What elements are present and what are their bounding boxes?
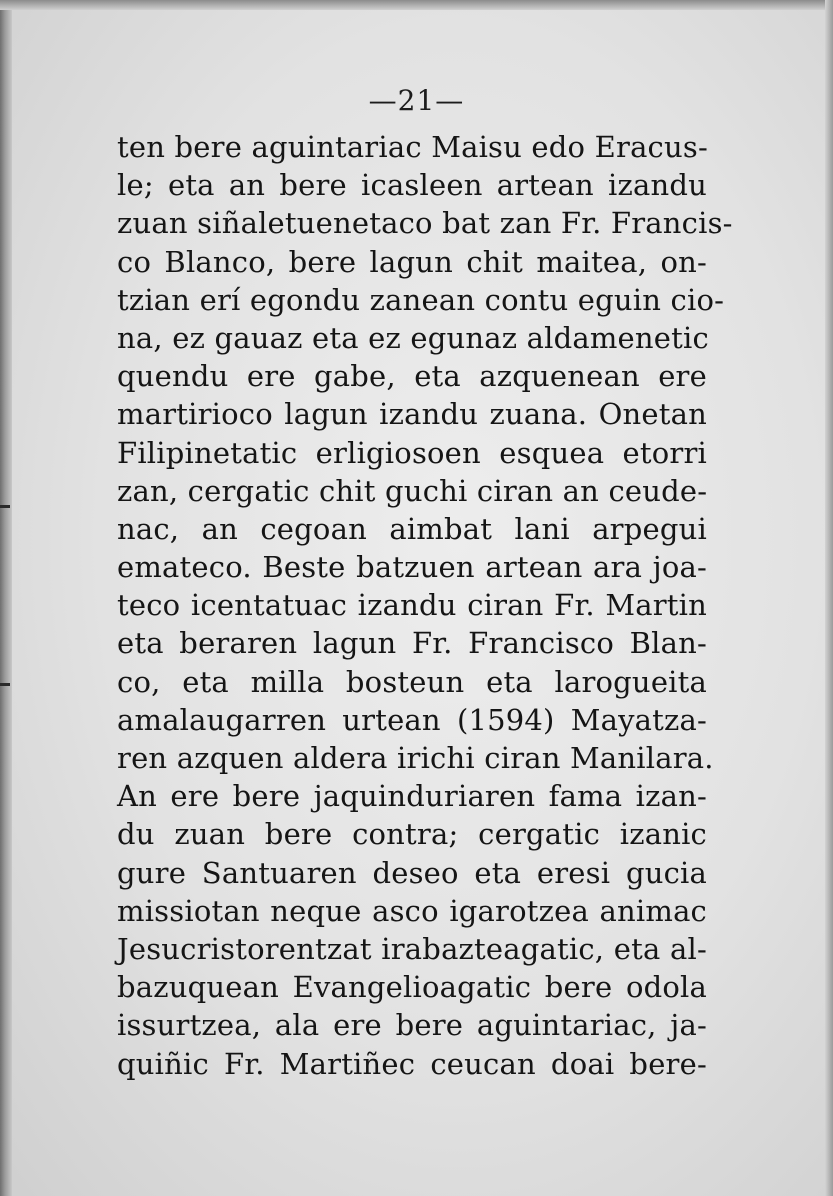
text-line: co Blanco, bere lagun chit maitea, on- [117,244,707,279]
page-number: —21— [368,84,465,117]
text-line: issurtzea, ala ere bere aguintariac, ja- [117,1008,707,1043]
text-line: teco icentatuac izandu ciran Fr. Martin [117,588,707,623]
text-line: missiotan neque asco igarotzea animac [117,893,707,928]
text-line: An ere bere jaquinduriaren fama izan- [117,779,707,814]
text-line: bazuquean Evangelioagatic bere odola [117,970,707,1005]
text-line: zan, cergatic chit guchi ciran an ceude- [117,473,708,508]
text-line: le; eta an bere icasleen artean izandu [117,168,707,203]
text-line: eta beraren lagun Fr. Francisco Blan- [117,626,707,661]
page-top-edge-shadow [0,0,833,10]
text-line: Jesucristorentzat irabazteagatic, eta al- [117,931,707,966]
text-line: Filipinetatic erligiosoen esquea etorri [117,435,707,470]
body-text [117,128,733,1083]
page-right-edge-shadow [825,0,833,1196]
text-line: martirioco lagun izandu zuana. Onetan [117,397,707,432]
text-line: amalaugarren urtean (1594) Mayatza- [117,702,707,737]
text-line: co, eta milla bosteun eta larogueita [117,664,707,699]
text-line: emateco. Beste batzuen artean ara joa- [117,550,707,585]
text-line: tzian erí egondu zanean contu eguin cio- [117,282,725,317]
text-line: ren azquen aldera irichi ciran Manilara. [117,741,714,775]
text-line: du zuan bere contra; cergatic izanic [117,817,707,852]
text-line: zuan siñaletuenetaco bat zan Fr. Francis- [117,206,733,241]
text-line: quendu ere gabe, eta azquenean ere [117,359,707,394]
text-line: ten bere aguintariac Maisu edo Eracus- [117,130,708,164]
page-left-edge-shadow [0,0,12,1196]
binding-stitch-mark [0,505,10,508]
text-line: nac, an cegoan aimbat lani arpegui [117,511,707,546]
text-line: gure Santuaren deseo eta eresi gucia [117,855,707,890]
text-line: na, ez gauaz eta ez egunaz aldamenetic [117,320,709,355]
text-line: quiñic Fr. Martiñec ceucan doai bere- [117,1046,707,1081]
binding-stitch-mark [0,683,10,686]
